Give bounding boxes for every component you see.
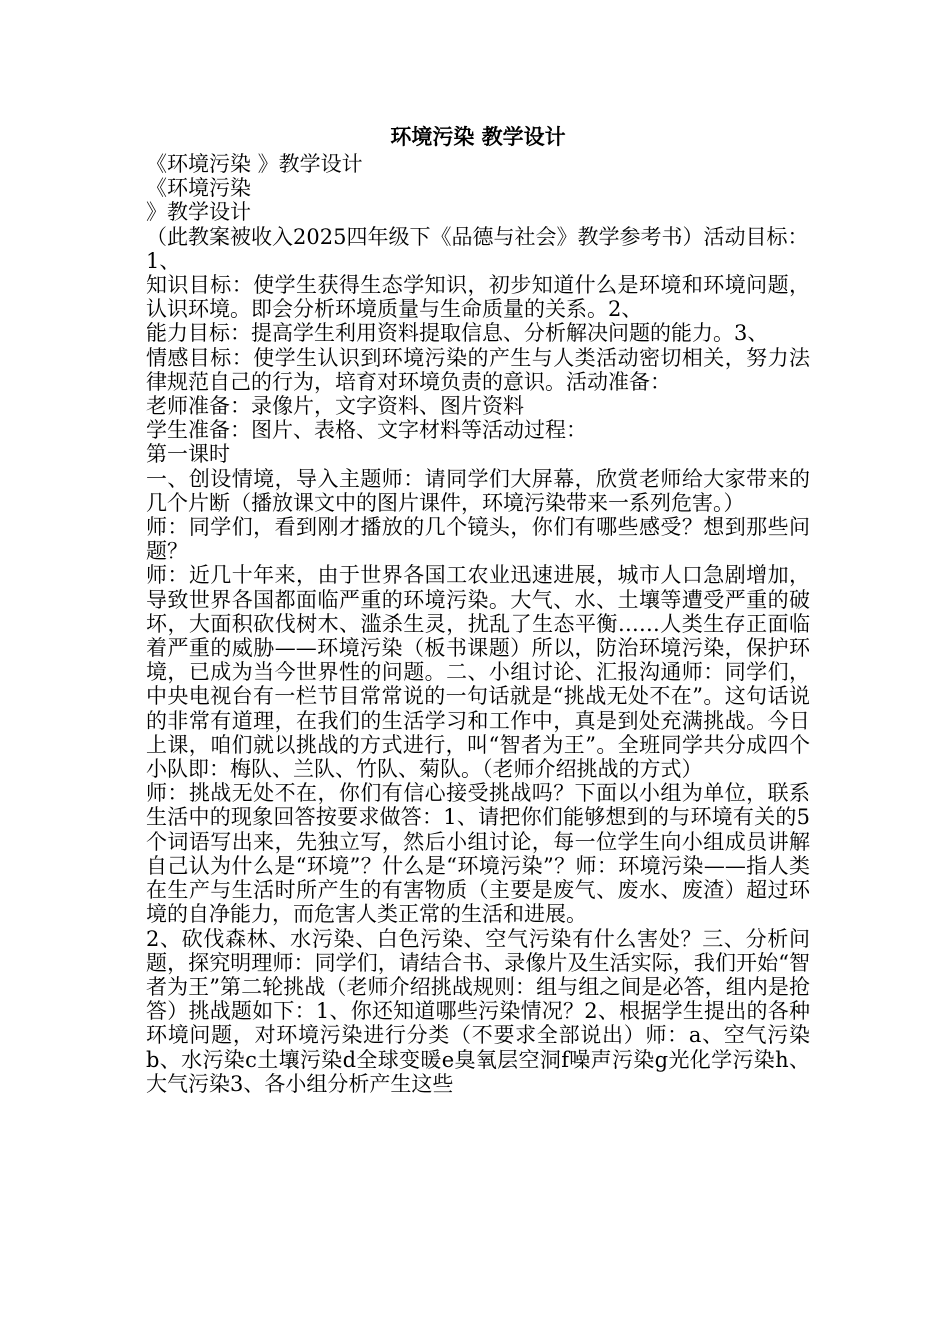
paragraph: 第一课时	[146, 442, 230, 467]
paragraph: 《环境污染	[146, 176, 251, 201]
paragraph: 2、砍伐森林、水污染、白色污染、空气污染有什么害处？三、分析问题，探究明理师：同学们，请结合书、录像片及生活实际，我们开始“智者为王”第二轮挑战（老师介绍挑战规则：组与组之间是必答，组内是抢答）挑战题如下：1、你还知道哪些污染情况？2、根据学生提出的各种环境问题，对环境污染进行分类（不要求全部说出）师：a、空气污染b、水污染c土壤污染d全球变暖e臭氧层空洞f噪声污染g光化学污染h、大气污染3、各小组分析产生这些	[146, 926, 810, 1096]
paragraph: 情感目标：使学生认识到环境污染的产生与人类活动密切相关，努力法律规范自己的行为，培育对环境负责的意识。活动准备：	[146, 345, 810, 394]
paragraph: 》教学设计	[146, 200, 251, 225]
paragraph: 一、创设情境，导入主题师：请同学们大屏幕，欣赏老师给大家带来的几个片断（播放课文中的图片课件，环境污染带来一系列危害。）	[146, 466, 810, 515]
document-title: 环境污染 教学设计	[390, 125, 566, 149]
paragraph: 学生准备：图片、表格、文字材料等活动过程：	[146, 418, 587, 443]
paragraph: 能力目标：提高学生利用资料提取信息、分析解决问题的能力。3、	[146, 321, 769, 346]
paragraph: 师：近几十年来，由于世界各国工农业迅速进展，城市人口急剧增加，导致世界各国都面临严重的环境污染。大气、水、土壤等遭受严重的破坏，大面积砍伐树木、滥杀生灵，扰乱了生态平衡……人类生存正面临着严重的威胁——环境污染（板书课题）所以，防治环境污染，保护环境，已成为当今世界性的问题。二、小组讨论、汇报沟通师：同学们，中央电视台有一栏节目常常说的一句话就是“挑战无处不在”。这句话说的非常有道理，在我们的生活学习和工作中，真是到处充满挑战。今日上课，咱们就以挑战的方式进行，叫“智者为王”。全班同学共分成四个小队即：梅队、兰队、竹队、菊队。（老师介绍挑战的方式）	[146, 563, 810, 782]
document-page	[146, 124, 810, 1096]
paragraph: 《环境污染 》教学设计	[146, 152, 363, 176]
paragraph: 老师准备：录像片，文字资料、图片资料	[146, 394, 524, 419]
paragraph: 1、	[146, 248, 181, 273]
paragraph: 师：挑战无处不在，你们有信心接受挑战吗？下面以小组为单位，联系生活中的现象回答按要求做答：1、请把你们能够想到的与环境有关的5个词语写出来，先独立写，然后小组讨论，每一位学生向小组成员讲解自己认为什么是“环境”？什么是“环境污染”？师：环境污染——指人类在生产与生活时所产生的有害物质（主要是废气、废水、废渣）超过环境的自净能力，而危害人类正常的生活和进展。	[146, 781, 810, 927]
paragraph: 知识目标：使学生获得生态学知识，初步知道什么是环境和环境问题，认识环境。即会分析环境质量与生命质量的关系。2、	[146, 273, 810, 322]
paragraph: 师：同学们，看到刚才播放的几个镜头，你们有哪些感受？想到那些问题？	[146, 515, 810, 564]
paragraph: （此教案被收入2025四年级下《品德与社会》教学参考书）活动目标：	[146, 224, 809, 249]
